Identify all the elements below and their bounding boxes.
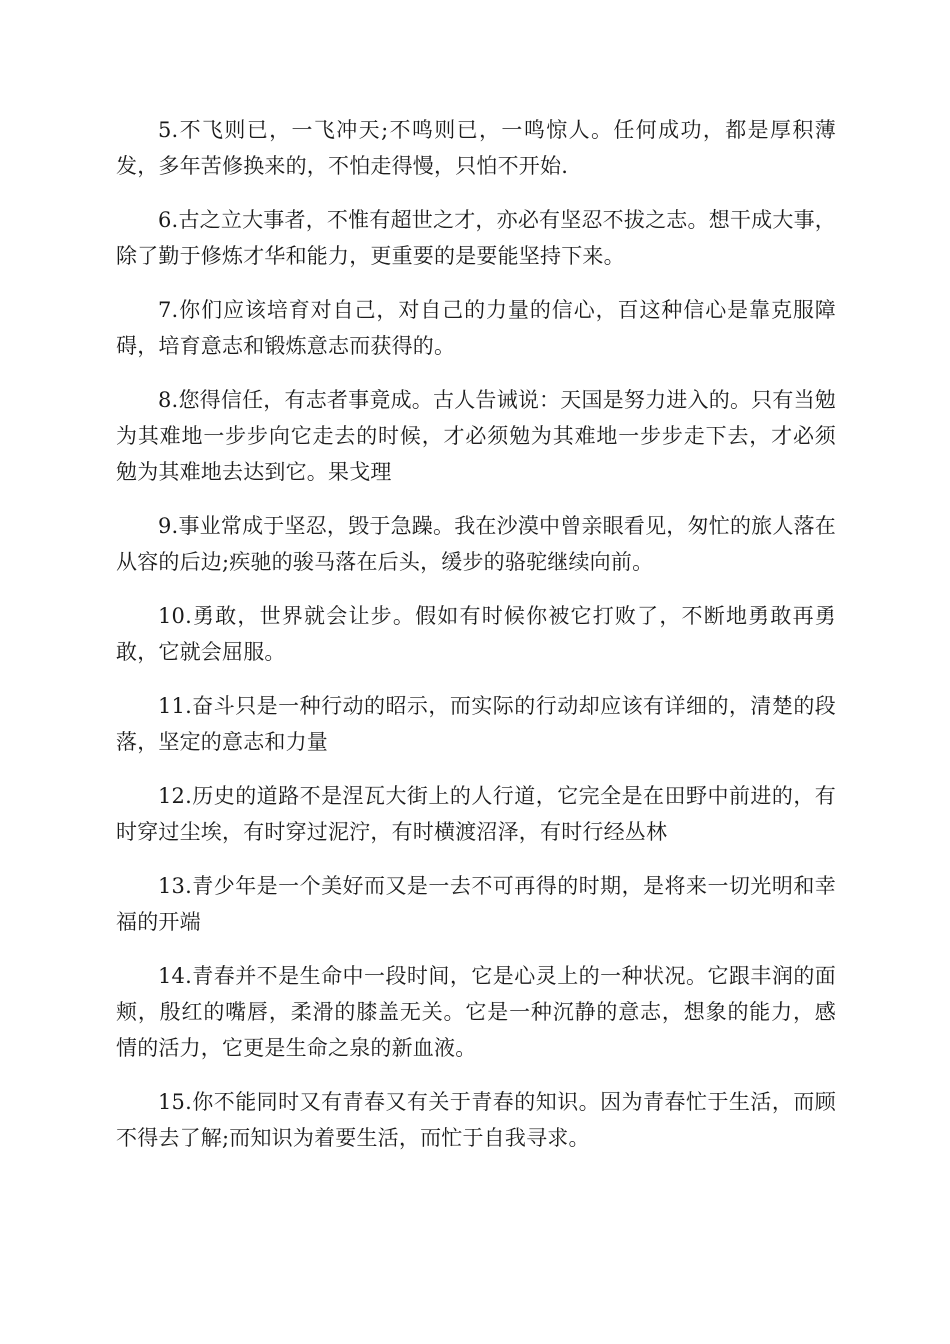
quote-paragraph-5: 5.不飞则已，一飞冲天;不鸣则已，一鸣惊人。任何成功，都是厚积薄发，多年苦修换来的，不怕走得慢，只怕不开始. [116, 118, 836, 178]
quote-paragraph-14: 14.青春并不是生命中一段时间，它是心灵上的一种状况。它跟丰润的面颊，殷红的嘴唇，柔滑的膝盖无关。它是一种沉静的意志，想象的能力，感情的活力，它更是生命之泉的新血液。 [116, 964, 836, 1060]
document-body [116, 112, 836, 1174]
quote-paragraph-6: 6.古之立大事者，不惟有超世之才，亦必有坚忍不拔之志。想干成大事，除了勤于修炼才华和能力，更重要的是要能坚持下来。 [116, 208, 836, 268]
quote-paragraph-13: 13.青少年是一个美好而又是一去不可再得的时期，是将来一切光明和幸福的开端 [116, 874, 836, 934]
quote-paragraph-7: 7.你们应该培育对自己，对自己的力量的信心，百这种信心是靠克服障碍，培育意志和锻炼意志而获得的。 [116, 298, 836, 358]
quote-paragraph-11: 11.奋斗只是一种行动的昭示，而实际的行动却应该有详细的，清楚的段落，坚定的意志和力量 [116, 694, 836, 754]
quote-paragraph-15: 15.你不能同时又有青春又有关于青春的知识。因为青春忙于生活，而顾不得去了解;而知识为着要生活，而忙于自我寻求。 [116, 1090, 836, 1150]
quote-paragraph-9: 9.事业常成于坚忍，毁于急躁。我在沙漠中曾亲眼看见，匆忙的旅人落在从容的后边;疾驰的骏马落在后头，缓步的骆驼继续向前。 [116, 514, 836, 574]
quote-paragraph-10: 10.勇敢，世界就会让步。假如有时候你被它打败了，不断地勇敢再勇敢，它就会屈服。 [116, 604, 836, 664]
quote-paragraph-8: 8.您得信任，有志者事竟成。古人告诫说：天国是努力进入的。只有当勉为其难地一步步向它走去的时候，才必须勉为其难地一步步走下去，才必须勉为其难地去达到它。果戈理 [116, 388, 836, 484]
quote-paragraph-12: 12.历史的道路不是涅瓦大街上的人行道，它完全是在田野中前进的，有时穿过尘埃，有时穿过泥泞，有时横渡沼泽，有时行经丛林 [116, 784, 836, 844]
